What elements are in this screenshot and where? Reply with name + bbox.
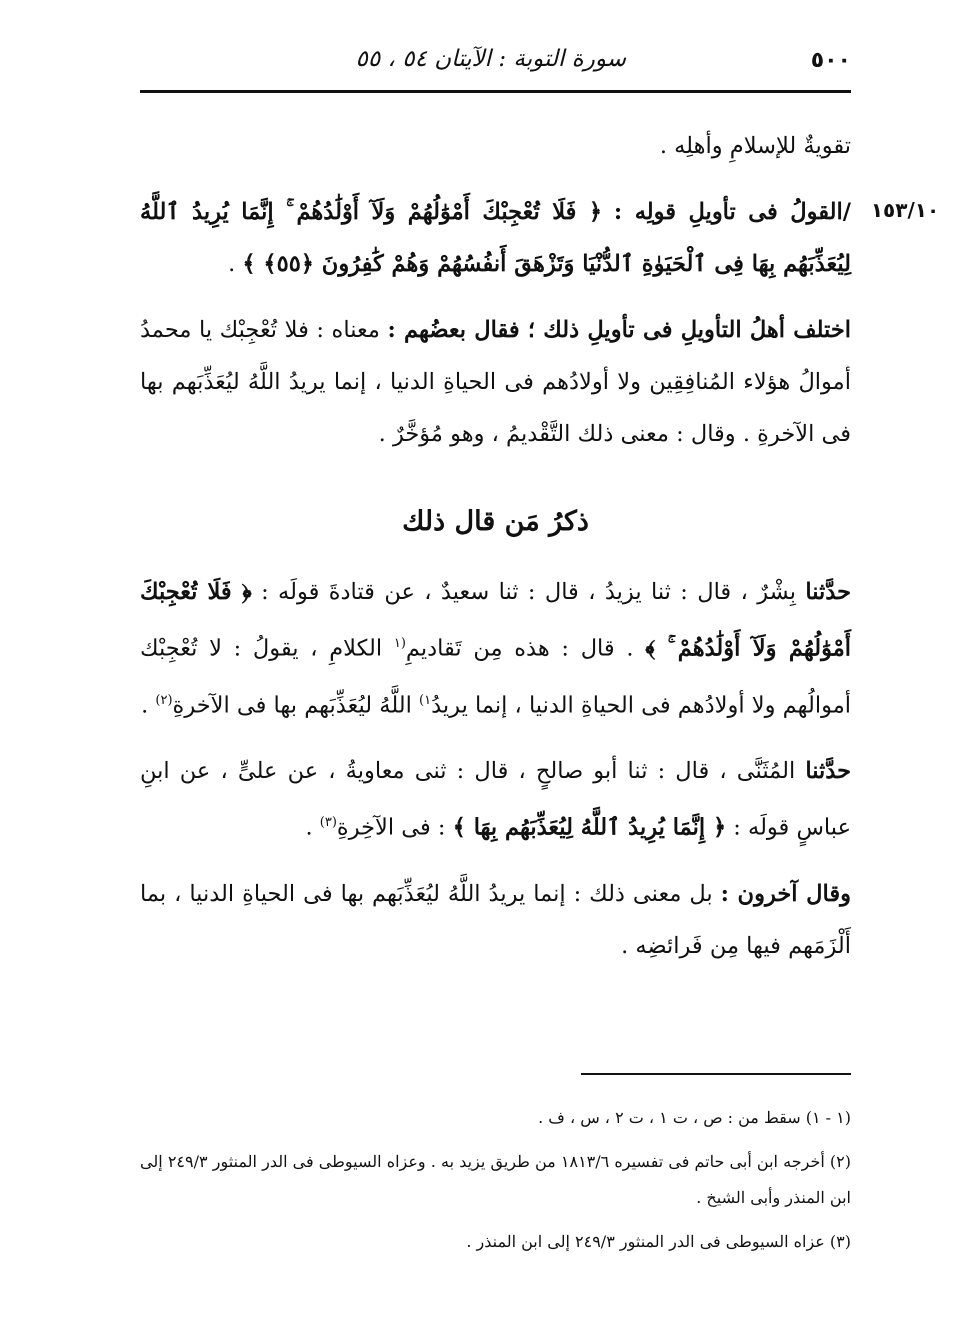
paragraph-3-text-a: بِشْرٌ ، قال : ثنا يزيدُ ، قال : ثنا سعيدٌ ، عن قتادةَ قولَه : [251, 579, 806, 605]
footnote-2: (٢) أخرجه ابن أبى حاتم فى تفسيره ١٨١٣/٦ من طريق يزيد به . وعزاه السيوطى فى الدر المنثور ٢٤٩/٣ إلى ابن المنذر وأبى الشيخ . [140, 1152, 852, 1207]
footnote-1-mark-end: ١) [419, 692, 432, 708]
footnote-1-mark-start: (١ [393, 636, 406, 651]
quran-verse-1: ﴿ فَلَا تُعْجِبْكَ أَمْوَٰلُهُمْ وَلَآ أَوْلَٰدُهُمْ ۚ إِنَّمَا يُرِيدُ ٱللَّهُ لِيُعَذِّبَهُم بِهَا فِى ٱلْحَيَوٰةِ ٱلدُّنْيَا وَتَزْهَقَ أَنفُسُهُمْ وَهُمْ كَٰفِرُونَ ﴿٥٥﴾ ﴾ [140, 199, 851, 277]
footnote-2-mark: (٢) [155, 692, 173, 708]
paragraph-1-end: . [228, 251, 243, 277]
paragraph-3-end: . [141, 692, 156, 718]
paragraph-3-text-d: اللَّهُ ليُعَذِّبَهم بها فى الآخرةِ [172, 692, 420, 718]
paragraph-1 [140, 186, 851, 290]
paragraph-5 [140, 868, 851, 972]
section-heading: ذكرُ مَن قال ذلك [402, 506, 589, 537]
footnote-divider [581, 1073, 851, 1075]
quran-verse-3: ﴿ إِنَّمَا يُرِيدُ ٱللَّهُ لِيُعَذِّبَهُم بِهَا ﴾ [452, 814, 727, 841]
margin-reference: ١٥٣/١٠ [870, 198, 940, 222]
paragraph-3-text-c: الكلامِ ، يقولُ : لا تُعْجِبْك أموالُهم ولا أولادُهم فى الحياةِ الدنيا ، إنما يريدُ [140, 635, 851, 718]
paragraph-2-text: معناه : فلا تُعْجِبْك يا محمدُ أموالُ هؤلاء المُنافِقِين ولا أولادُهم فى الحياةِ الدنيا ، إنما يريدُ اللَّهُ ليُعَذِّبَهم بها فى الآخرةِ . وقال : معنى ذلك التَّقْديمُ ، وهو مُؤخَّرٌ . [140, 317, 851, 447]
paragraph-4-end: . [305, 814, 320, 841]
running-title: سورة التوبة : الآيتان ٥٤ ، ٥٥ [355, 46, 626, 72]
paragraph-2-lead: اختلف أهلُ التأويلِ فى تأويلِ ذلك ؛ فقال بعضُهم : [387, 317, 851, 343]
paragraph-5-text: بل معنى ذلك : إنما يريدُ اللَّهُ ليُعَذِّبَهم بها فى الحياةِ الدنيا ، بما أَلْزَمَهم فيها مِن فَرائضِه . [140, 880, 851, 959]
paragraph-4-text-b: : فى الآخِرةِ [336, 814, 453, 841]
paragraph-5-lead: وقال آخرون : [720, 880, 851, 907]
main-text [140, 120, 851, 986]
footnote-1: (١ - ١) سقط من : ص ، ت ١ ، ت ٢ ، س ، ف . [538, 1108, 851, 1127]
paragraph-3-lead: حدَّثنا [805, 579, 851, 605]
paragraph-3 [140, 566, 851, 731]
footnotes [140, 1100, 851, 1268]
footnote-3-mark: (٣) [319, 815, 337, 830]
paragraph-1-lead: /القولُ فى تأويلِ قولِه : [613, 199, 851, 225]
page-header [140, 40, 851, 93]
paragraph-4 [140, 745, 851, 854]
paragraph-0 [140, 120, 851, 172]
quran-verse-2: ﴿ فَلَا تُعْجِبْكَ أَمْوَٰلُهُمْ وَلَآ أَوْلَٰدُهُمْ ۚ ﴾ [140, 579, 851, 662]
paragraph-3-text-b: . قال : هذه مِن تَقاديمِ [405, 635, 646, 662]
paragraph-4-lead: حدَّثنا [805, 758, 851, 784]
paragraph-4-text-a: المُثَنَّى ، قال : ثنا أبو صالحٍ ، قال : ثنى معاويةُ ، عن علىٍّ ، عن ابنِ عباسٍ قولَه : [140, 758, 851, 841]
paragraph-2 [140, 304, 851, 460]
footnote-3: (٣) عزاه السيوطى فى الدر المنثور ٢٤٩/٣ إلى ابن المنذر . [466, 1232, 851, 1251]
paragraph-0-text: تقويةٌ للإسلامِ وأهلِه . [659, 133, 851, 159]
page-number: ٥٠٠ [810, 48, 851, 73]
